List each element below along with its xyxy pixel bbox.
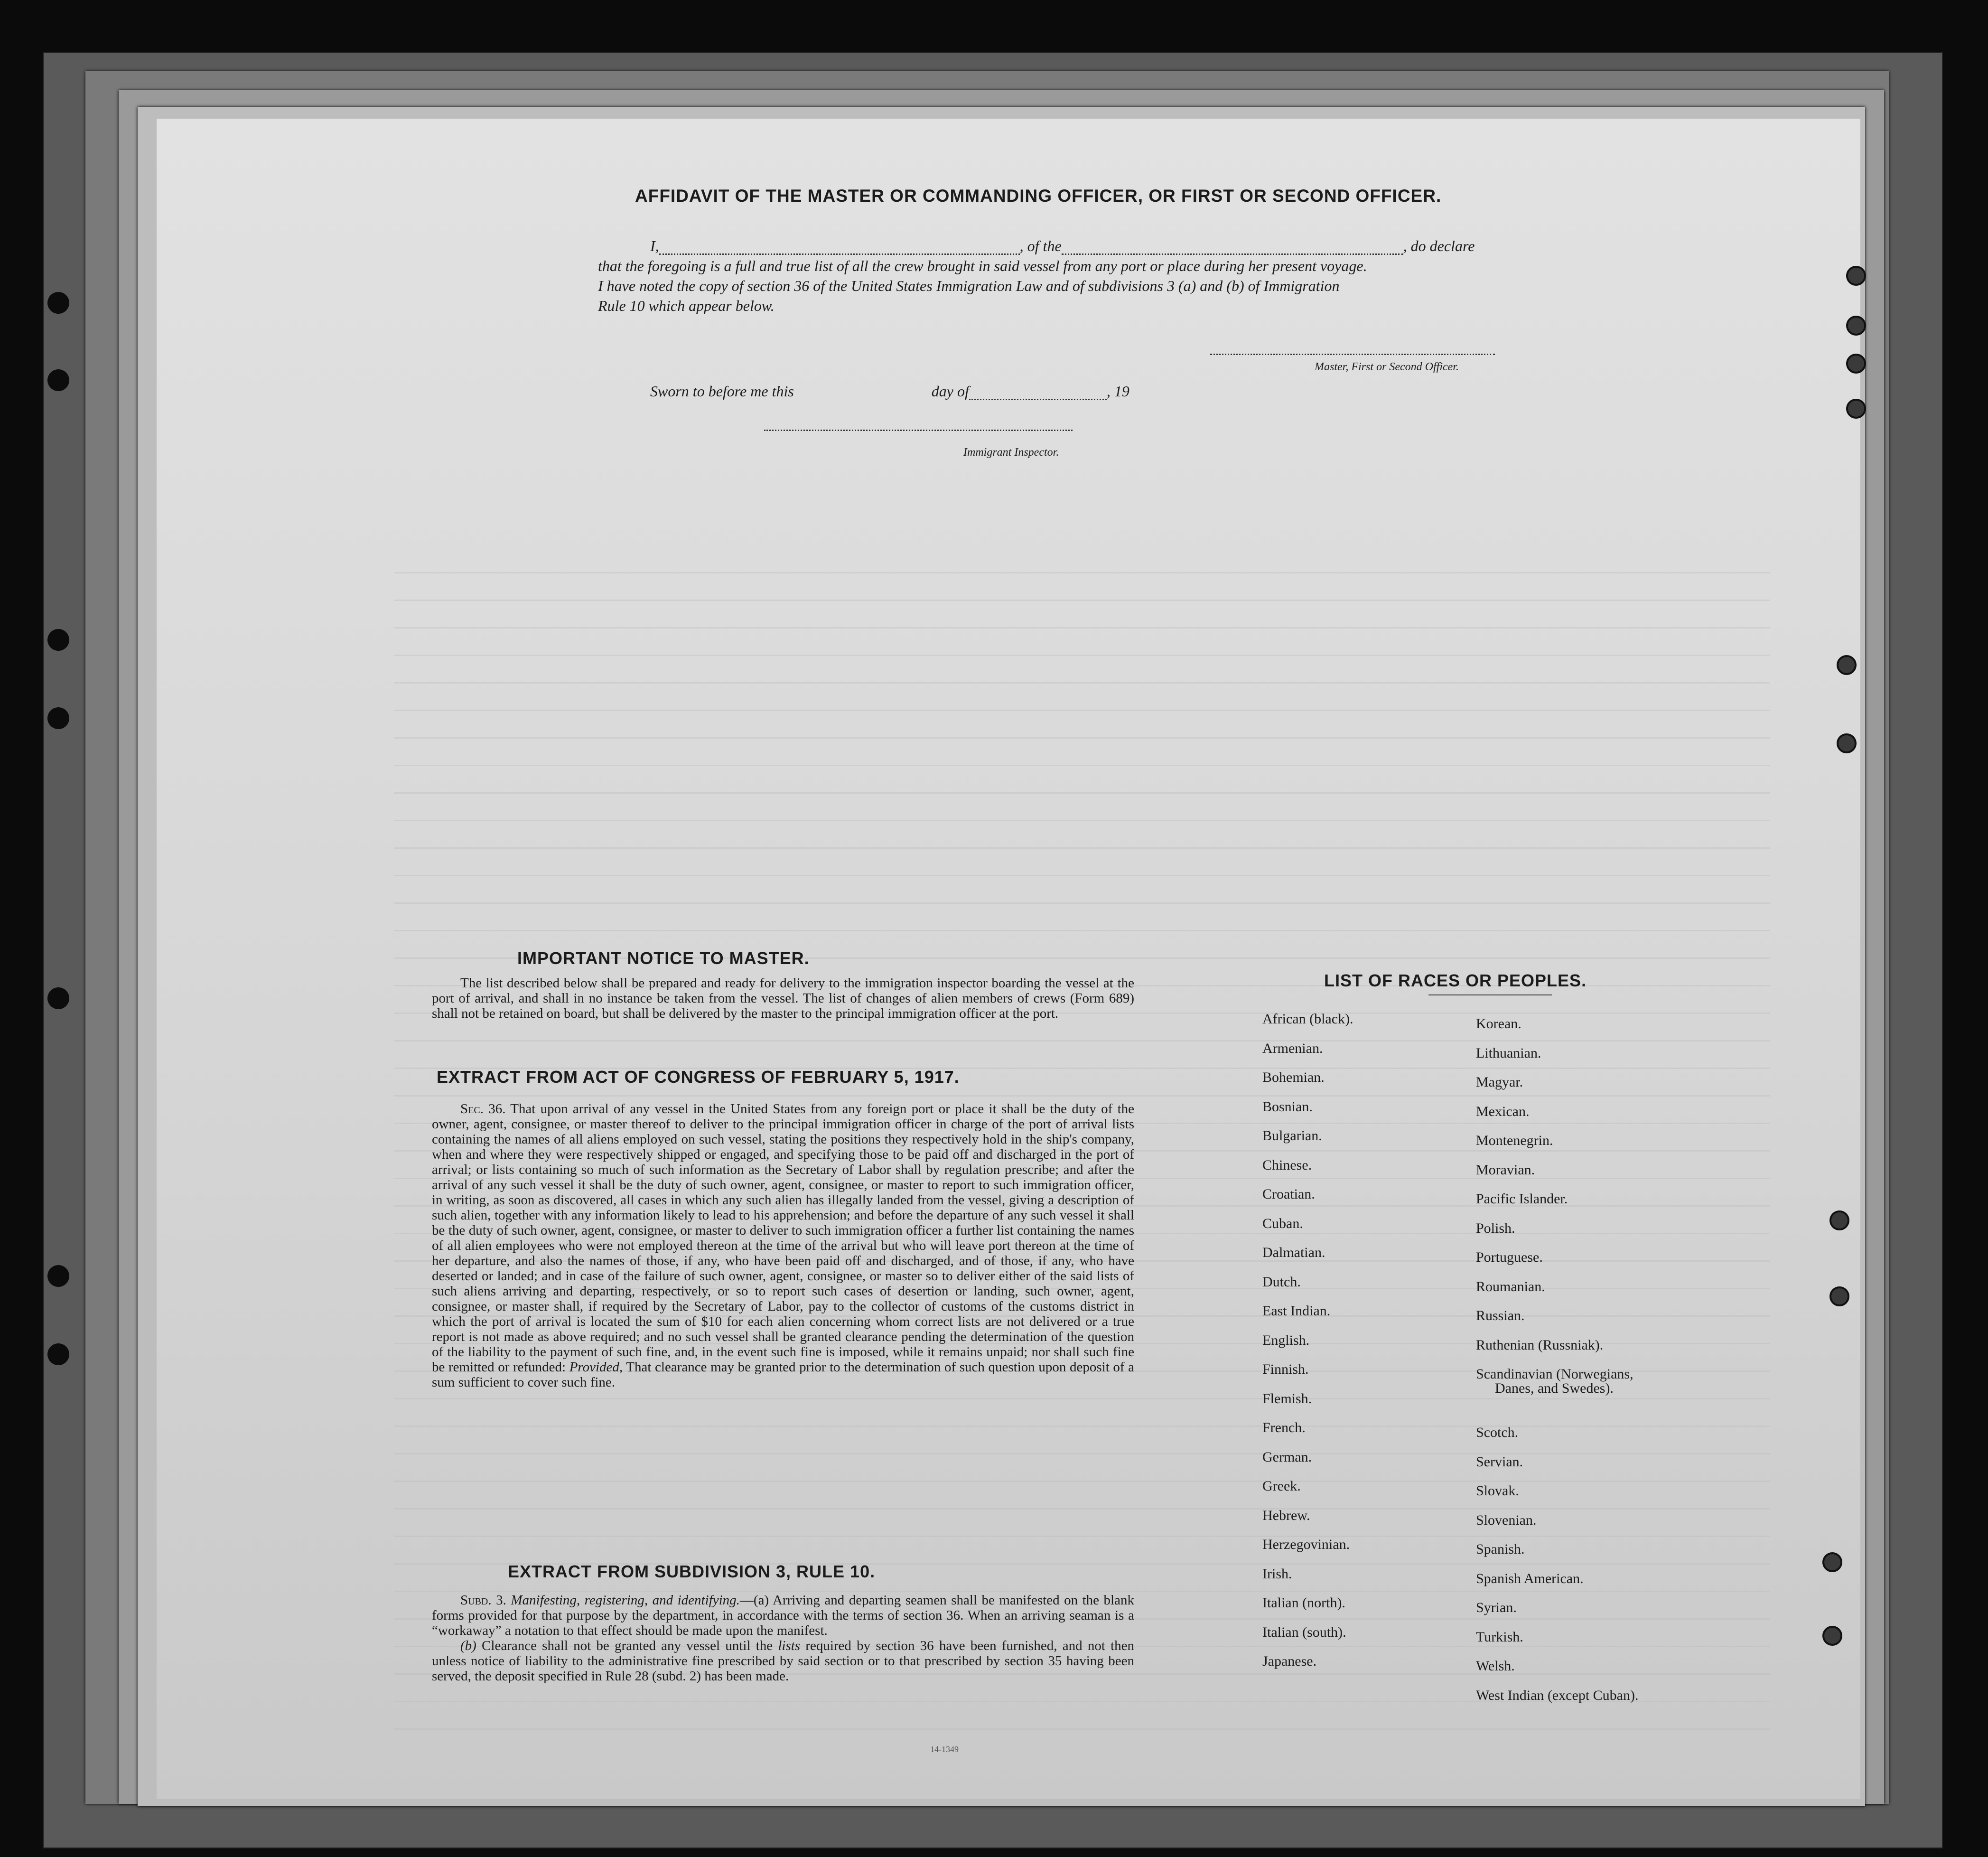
race-item: Flemish. bbox=[1262, 1390, 1312, 1407]
race-item: Bulgarian. bbox=[1262, 1128, 1322, 1144]
race-item: Greek. bbox=[1262, 1478, 1301, 1494]
race-item: Japanese. bbox=[1262, 1653, 1317, 1669]
para-b-label: (b) bbox=[460, 1638, 476, 1653]
inspector-label: Immigrant Inspector. bbox=[963, 446, 1059, 459]
binder-hole bbox=[47, 987, 69, 1009]
section-label: Sec. 36. bbox=[460, 1101, 506, 1116]
declaration-line-1 bbox=[650, 237, 1475, 255]
race-item: Danes, and Swedes). bbox=[1495, 1380, 1614, 1396]
race-item: Portuguese. bbox=[1476, 1249, 1543, 1265]
punch-hole bbox=[1822, 1626, 1842, 1646]
para-a-text: Arriving and departing seamen shall be manifested on the blank forms provided for that purpose by the department, in accordance with the terms of section 36. When an arriving seaman is a “workaway” a notation to that effect should be made upon the manifest. bbox=[432, 1593, 1134, 1638]
race-item: Polish. bbox=[1476, 1220, 1515, 1236]
day-of-label: day of bbox=[931, 383, 969, 400]
race-item: Armenian. bbox=[1262, 1040, 1323, 1056]
race-item: Syrian. bbox=[1476, 1600, 1517, 1615]
race-item: Dalmatian. bbox=[1262, 1245, 1325, 1260]
day-blank[interactable] bbox=[794, 386, 932, 400]
race-item: Pacific Islander. bbox=[1476, 1191, 1568, 1207]
of-the-label: , of the bbox=[1019, 237, 1062, 254]
race-item: Lithuanian. bbox=[1476, 1045, 1541, 1061]
race-item: West Indian (except Cuban). bbox=[1476, 1687, 1639, 1703]
race-item: English. bbox=[1262, 1332, 1310, 1348]
race-item: East Indian. bbox=[1262, 1303, 1331, 1319]
declaration-line-4: Rule 10 which appear below. bbox=[598, 297, 775, 314]
act-extract-body bbox=[432, 1101, 1134, 1390]
race-item: Montenegrin. bbox=[1476, 1133, 1553, 1148]
punch-hole bbox=[1846, 354, 1866, 374]
races-title: LIST OF RACES OR PEOPLES. bbox=[1324, 971, 1587, 990]
race-item: Servian. bbox=[1476, 1454, 1523, 1470]
act-extract-heading: EXTRACT FROM ACT OF CONGRESS OF FEBRUARY 5, 1917. bbox=[437, 1067, 960, 1087]
race-item: Scandinavian (Norwegians, bbox=[1476, 1366, 1633, 1382]
declarant-prefix: I, bbox=[650, 237, 659, 254]
notice-text: The list described below shall be prepared and ready for delivery to the immigration inspector boarding the vessel at the port of arrival, and shall in no instance be taken from the vessel. The list of changes of alien members of crews (Form 689) shall not be retained on board, but shall be delivered by the master to the principal immigration officer at the port. bbox=[432, 975, 1134, 1021]
affidavit-title: AFFIDAVIT OF THE MASTER OR COMMANDING OFFICER, OR FIRST OR SECOND OFFICER. bbox=[635, 186, 1442, 206]
month-blank[interactable] bbox=[969, 385, 1107, 400]
races-rule bbox=[1428, 994, 1552, 995]
race-item: Magyar. bbox=[1476, 1074, 1523, 1090]
race-item: Russian. bbox=[1476, 1308, 1525, 1323]
race-item: Roumanian. bbox=[1476, 1278, 1545, 1294]
race-item: Korean. bbox=[1476, 1016, 1521, 1032]
race-item: Finnish. bbox=[1262, 1361, 1309, 1377]
binder-hole bbox=[47, 707, 69, 729]
para-b-end: required by section 36 have been furnished, and not then unless notice of liability to the administrative fine prescribed by said section or to that prescribed by section 35 having been served, the deposit specified in Rule 28 (subd. 2) has been made. bbox=[432, 1638, 1135, 1684]
section-text-end: That clearance may be granted prior to the determination of such question upon deposit of a sum sufficient to cover such fine. bbox=[432, 1360, 1134, 1390]
subd-label: Subd. 3. bbox=[460, 1593, 506, 1608]
declare-label: , do declare bbox=[1403, 237, 1475, 254]
race-item: Italian (north). bbox=[1262, 1595, 1345, 1611]
rule-extract-body bbox=[432, 1593, 1134, 1684]
year-label: , 19 bbox=[1106, 383, 1129, 400]
punch-hole bbox=[1846, 316, 1866, 336]
race-item: Chinese. bbox=[1262, 1157, 1312, 1173]
race-item: Moravian. bbox=[1476, 1162, 1535, 1178]
race-item: German. bbox=[1262, 1449, 1312, 1465]
para-b-start: Clearance shall not be granted any vessel until the bbox=[482, 1638, 773, 1653]
punch-hole bbox=[1846, 399, 1866, 419]
sworn-line bbox=[650, 383, 1129, 400]
declaration-line-2: that the foregoing is a full and true list of all the crew brought in said vessel from any port or place during her present voyage. bbox=[598, 257, 1367, 274]
race-item: Scotch. bbox=[1476, 1425, 1519, 1440]
binder-hole bbox=[47, 1265, 69, 1287]
para-a-label: —(a) bbox=[739, 1593, 769, 1608]
inspector-signature-line[interactable] bbox=[764, 430, 1073, 431]
race-item: Mexican. bbox=[1476, 1103, 1530, 1119]
notice-heading: IMPORTANT NOTICE TO MASTER. bbox=[517, 948, 810, 968]
signature-label: Master, First or Second Officer. bbox=[1315, 361, 1459, 373]
race-item: Ruthenian (Russniak). bbox=[1476, 1337, 1604, 1353]
binder-hole bbox=[47, 629, 69, 651]
para-b-lists: lists bbox=[778, 1638, 801, 1653]
rule-extract-heading: EXTRACT FROM SUBDIVISION 3, RULE 10. bbox=[508, 1562, 876, 1581]
race-item: Italian (south). bbox=[1262, 1624, 1346, 1640]
provided-word: Provided, bbox=[569, 1360, 623, 1375]
race-item: Welsh. bbox=[1476, 1658, 1515, 1674]
sworn-label: Sworn to before me this bbox=[650, 383, 794, 400]
subd-title: Manifesting, registering, and identifying. bbox=[511, 1593, 740, 1608]
punch-hole bbox=[1829, 1286, 1849, 1306]
race-item: Slovak. bbox=[1476, 1483, 1519, 1499]
punch-hole bbox=[1837, 655, 1857, 675]
race-item: Slovenian. bbox=[1476, 1512, 1537, 1528]
race-item: Spanish American. bbox=[1476, 1570, 1584, 1586]
form-number: 14-1349 bbox=[930, 1744, 959, 1754]
punch-hole bbox=[1822, 1552, 1842, 1572]
declaration-line-3: I have noted the copy of section 36 of the United States Immigration Law and of subdivisions 3 (a) and (b) of Immigration bbox=[598, 277, 1340, 294]
race-item: Turkish. bbox=[1476, 1629, 1523, 1645]
race-item: Bohemian. bbox=[1262, 1069, 1325, 1085]
binder-hole bbox=[47, 1343, 69, 1365]
race-item: African (black). bbox=[1262, 1011, 1353, 1027]
race-item: Croatian. bbox=[1262, 1186, 1315, 1202]
race-item: Hebrew. bbox=[1262, 1507, 1310, 1523]
binder-hole bbox=[47, 369, 69, 391]
name-blank[interactable] bbox=[659, 239, 1020, 255]
section-text: That upon arrival of any vessel in the United States from any foreign port or place it shall be the duty of the owner, agent, consignee, or master thereof to deliver to the principal immigration officer in charge of the port of arrival lists containing the names of all aliens employed on such vessel, stating the positions they respectively hold in the ship's company, when and where they were respectively shipped or engaged, and specifying those to be paid off and discharged in the port of arrival; or lists containing so much of such information as the Secretary of Labor shall by regulation prescribe; and after the arrival of any such vessel it shall be the duty of such owner, agent, consignee, or master to report to such immigration officer, in writing, as soon as discovered, all cases in which any such alien has illegally landed from the vessel, giving a description of such alien, together with any information likely to lead to his apprehension; and before the departure of any such vessel it shall be the duty of such owner, agent, consignee, or master to deliver to such immigration officer a further list containing the names of all alien employees who were not employed thereon at the time of the arrival but who will leave port thereon at the time of her departure, and also the names of those, if any, who have been paid off and discharged, and of those, if any, who have deserted or landed; and in case of the failure of such owner, agent, consignee, or master so to deliver either of the said lists of such aliens arriving and departing, respectively, or so to report such cases of desertion or landing, such owner, agent, consignee, or master shall, if required by the Secretary of Labor, pay to the collector of customs of the customs district in which the port of arrival is located the sum of $10 for each alien concerning whom correct lists are not delivered or a true report is not made as above required; and no such vessel shall be granted clearance pending the determination of the question of the liability to the payment of such fine, and, in the event such fine is imposed, while it remains unpaid; nor shall such fine be remitted or refunded: bbox=[432, 1101, 1134, 1375]
punch-hole bbox=[1846, 266, 1866, 286]
race-item: Cuban. bbox=[1262, 1215, 1303, 1231]
race-item: Dutch. bbox=[1262, 1274, 1301, 1290]
signature-line[interactable] bbox=[1210, 354, 1495, 355]
binder-hole bbox=[47, 292, 69, 314]
race-item: French. bbox=[1262, 1420, 1306, 1435]
vessel-blank[interactable] bbox=[1062, 239, 1403, 255]
race-item: Bosnian. bbox=[1262, 1098, 1313, 1115]
race-item: Herzegovinian. bbox=[1262, 1537, 1350, 1552]
notice-body bbox=[432, 975, 1134, 1021]
punch-hole bbox=[1829, 1210, 1849, 1230]
race-item: Spanish. bbox=[1476, 1541, 1525, 1557]
punch-hole bbox=[1837, 733, 1857, 753]
race-item: Irish. bbox=[1262, 1566, 1292, 1582]
affidavit-page bbox=[157, 119, 1860, 1799]
